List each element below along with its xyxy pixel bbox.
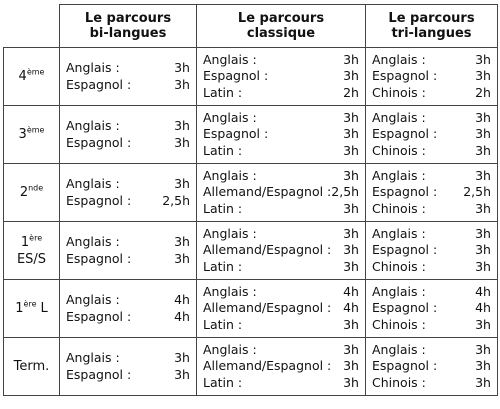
language-label: Espagnol : (372, 358, 438, 374)
language-label: Anglais : (203, 167, 257, 183)
course-lines (366, 226, 497, 276)
level-label (4, 126, 59, 143)
table-row (4, 280, 498, 338)
header-tri-langues (366, 5, 498, 48)
language-label: Anglais : (372, 225, 426, 241)
course-line (203, 52, 359, 69)
language-label: Espagnol : (66, 76, 132, 92)
hours-value: 3h (475, 316, 491, 332)
course-line (372, 201, 491, 218)
course-line (66, 309, 190, 326)
timetable-table (3, 4, 498, 396)
classique-cell (197, 48, 366, 106)
course-line (66, 292, 190, 309)
course-line (372, 184, 491, 201)
bi-langues-cell (60, 106, 197, 164)
table-row (4, 48, 498, 106)
hours-value: 3h (174, 366, 190, 382)
hours-value: 2h (343, 84, 359, 100)
language-label: Anglais : (66, 350, 120, 365)
hours-value: 3h (343, 167, 359, 183)
level-extra: ES/S (16, 251, 47, 267)
language-label: Anglais : (203, 283, 257, 299)
hours-value: 3h (475, 126, 491, 142)
header-line: Le parcours (84, 11, 172, 26)
level-suffix: ème (26, 125, 45, 135)
level-main: 1 (15, 301, 24, 316)
language-label: Chinois : (372, 316, 426, 332)
course-line (372, 168, 491, 185)
hours-value: 3h (343, 242, 359, 258)
language-label: Anglais : (372, 51, 426, 67)
level-suffix: ère (23, 299, 37, 309)
classique-cell (197, 222, 366, 280)
course-lines (366, 52, 497, 102)
language-label: Espagnol : (372, 242, 438, 258)
hours-value: 3h (343, 142, 359, 158)
language-label: Espagnol : (66, 308, 132, 324)
course-line (66, 135, 190, 152)
language-label: Latin : (203, 258, 243, 274)
course-line (372, 226, 491, 243)
level-cell (4, 48, 60, 106)
hours-value: 3h (475, 109, 491, 125)
course-line (203, 375, 359, 392)
hours-value: 3h (475, 68, 491, 84)
hours-value: 2,5h (331, 184, 360, 200)
course-line (372, 242, 491, 259)
hours-value: 3h (475, 242, 491, 258)
language-label: Anglais : (372, 283, 426, 299)
course-line (66, 176, 190, 193)
hours-value: 3h (174, 250, 190, 266)
course-lines (197, 226, 365, 276)
table-row (4, 106, 498, 164)
hours-value: 4h (174, 308, 190, 324)
language-label: Anglais : (203, 109, 257, 125)
language-label: Anglais : (372, 109, 426, 125)
course-lines (197, 168, 365, 218)
table-row (4, 338, 498, 396)
hours-value: 3h (343, 51, 359, 67)
hours-value: 4h (475, 283, 491, 299)
hours-value: 3h (475, 258, 491, 274)
level-suffix: ème (26, 67, 45, 77)
language-label: Anglais : (66, 234, 120, 249)
language-label: Anglais : (203, 51, 257, 67)
language-label: Espagnol : (372, 300, 438, 316)
course-line (372, 52, 491, 69)
level-label (4, 300, 59, 317)
language-label: Espagnol : (66, 192, 132, 208)
tri-langues-cell (366, 164, 498, 222)
course-line (372, 68, 491, 85)
course-lines (197, 52, 365, 102)
course-lines (60, 60, 196, 93)
hours-value: 4h (343, 283, 359, 299)
hours-value: 2h (475, 84, 491, 100)
course-line (203, 68, 359, 85)
language-label: Chinois : (372, 374, 426, 390)
course-lines (60, 176, 196, 209)
bi-langues-cell (60, 222, 197, 280)
header-line: classique (246, 26, 316, 41)
level-label (4, 234, 59, 251)
level-main: 4 (18, 69, 27, 84)
hours-value: 3h (343, 258, 359, 274)
tri-langues-cell (366, 48, 498, 106)
hours-value: 3h (343, 358, 359, 374)
header-line: Le parcours (388, 11, 475, 26)
hours-value: 3h (475, 167, 491, 183)
course-lines (366, 284, 497, 334)
header-line: bi-langues (89, 26, 167, 41)
hours-value: 3h (475, 374, 491, 390)
bi-langues-cell (60, 280, 197, 338)
course-line (203, 300, 359, 317)
level-main: 3 (18, 127, 27, 142)
language-label: Anglais : (372, 341, 426, 357)
course-line (372, 358, 491, 375)
course-line (203, 110, 359, 127)
hours-value: 3h (343, 225, 359, 241)
hours-value: 3h (174, 60, 190, 75)
language-label: Anglais : (66, 118, 120, 133)
course-line (203, 201, 359, 218)
hours-value: 3h (475, 142, 491, 158)
language-label: Anglais : (372, 167, 426, 183)
language-label: Espagnol : (372, 68, 438, 84)
course-line (203, 85, 359, 102)
level-main: Term. (13, 359, 50, 374)
language-label: Chinois : (372, 200, 426, 216)
level-suffix: ère (29, 233, 43, 243)
language-label: Espagnol : (66, 366, 132, 382)
language-label: Anglais : (66, 60, 120, 75)
language-label: Anglais : (66, 176, 120, 191)
language-label: Espagnol : (372, 184, 438, 200)
course-line (372, 126, 491, 143)
header-bi-langues (60, 5, 197, 48)
course-line (203, 358, 359, 375)
level-main: 1 (20, 234, 30, 250)
language-label: Anglais : (203, 341, 257, 357)
language-label: Latin : (203, 316, 243, 332)
bi-langues-cell (60, 164, 197, 222)
level-main: 2 (19, 185, 29, 200)
course-lines (197, 110, 365, 160)
course-line (66, 234, 190, 251)
course-lines (60, 292, 196, 325)
language-label: Allemand/Espagnol : (203, 358, 332, 374)
language-label: Allemand/Espagnol : (203, 242, 332, 258)
course-line (372, 85, 491, 102)
language-label: Chinois : (372, 84, 426, 100)
course-lines (60, 234, 196, 267)
language-label: Allemand/Espagnol : (203, 300, 332, 316)
course-line (66, 367, 190, 384)
hours-value: 3h (475, 341, 491, 357)
language-label: Latin : (203, 142, 243, 158)
course-line (372, 110, 491, 127)
hours-value: 3h (343, 341, 359, 357)
classique-cell (197, 106, 366, 164)
classique-cell (197, 338, 366, 396)
hours-value: 4h (174, 292, 190, 307)
language-label: Allemand/Espagnol : (203, 184, 332, 200)
course-line (372, 342, 491, 359)
level-label (4, 358, 59, 375)
header-line: tri-langues (391, 26, 472, 41)
hours-value: 3h (174, 76, 190, 92)
header-row (4, 5, 498, 48)
hours-value: 3h (343, 316, 359, 332)
course-line (203, 317, 359, 334)
course-line (66, 118, 190, 135)
language-label: Espagnol : (66, 134, 132, 150)
course-lines (197, 342, 365, 392)
level-suffix: nde (28, 183, 44, 193)
bi-langues-cell (60, 338, 197, 396)
course-line (372, 300, 491, 317)
language-label: Espagnol : (203, 68, 269, 84)
language-label: Anglais : (203, 225, 257, 241)
level-label (4, 68, 59, 85)
course-lines (60, 350, 196, 383)
course-line (66, 251, 190, 268)
header-line: Le parcours (237, 11, 325, 26)
level-extra: L (40, 301, 48, 316)
course-line (66, 350, 190, 367)
course-line (203, 342, 359, 359)
course-lines (366, 168, 497, 218)
level-cell (4, 164, 60, 222)
course-line (203, 126, 359, 143)
level-cell (4, 280, 60, 338)
hours-value: 3h (475, 200, 491, 216)
header-classique (197, 5, 366, 48)
hours-value: 2,5h (162, 192, 190, 208)
level-cell (4, 106, 60, 164)
hours-value: 3h (174, 118, 190, 133)
course-line (372, 143, 491, 160)
hours-value: 3h (174, 350, 190, 365)
table-body (4, 48, 498, 396)
course-line (66, 60, 190, 77)
hours-value: 3h (475, 225, 491, 241)
course-line (372, 375, 491, 392)
language-label: Latin : (203, 200, 243, 216)
language-label: Chinois : (372, 258, 426, 274)
hours-value: 3h (343, 200, 359, 216)
hours-value: 3h (343, 68, 359, 84)
course-lines (366, 342, 497, 392)
hours-value: 3h (475, 51, 491, 67)
course-line (203, 242, 359, 259)
level-label (4, 184, 59, 201)
course-line (203, 284, 359, 301)
language-label: Espagnol : (66, 250, 132, 266)
course-line (203, 143, 359, 160)
hours-value: 3h (174, 176, 190, 191)
language-label: Latin : (203, 374, 243, 390)
tri-langues-cell (366, 106, 498, 164)
language-label: Espagnol : (372, 126, 438, 142)
course-line (203, 226, 359, 243)
language-label: Latin : (203, 84, 243, 100)
course-line (66, 77, 190, 94)
course-lines (60, 118, 196, 151)
language-label: Anglais : (66, 292, 120, 307)
hours-value: 3h (174, 234, 190, 249)
hours-value: 4h (343, 300, 359, 316)
hours-value: 4h (475, 300, 491, 316)
hours-value: 3h (343, 109, 359, 125)
course-lines (197, 284, 365, 334)
level-cell (4, 338, 60, 396)
table-row (4, 164, 498, 222)
hours-value: 3h (475, 358, 491, 374)
course-line (66, 193, 190, 210)
course-line (203, 259, 359, 276)
course-line (372, 317, 491, 334)
tri-langues-cell (366, 280, 498, 338)
course-line (372, 284, 491, 301)
tri-langues-cell (366, 222, 498, 280)
hours-value: 2,5h (463, 184, 491, 200)
table-row (4, 222, 498, 280)
course-line (203, 184, 359, 201)
level-cell (4, 222, 60, 280)
course-line (372, 259, 491, 276)
language-label: Espagnol : (203, 126, 269, 142)
corner-cell (4, 5, 60, 48)
tri-langues-cell (366, 338, 498, 396)
hours-value: 3h (343, 126, 359, 142)
course-lines (366, 110, 497, 160)
hours-value: 3h (174, 134, 190, 150)
course-line (203, 168, 359, 185)
bi-langues-cell (60, 48, 197, 106)
classique-cell (197, 164, 366, 222)
language-label: Chinois : (372, 142, 426, 158)
classique-cell (197, 280, 366, 338)
hours-value: 3h (343, 374, 359, 390)
